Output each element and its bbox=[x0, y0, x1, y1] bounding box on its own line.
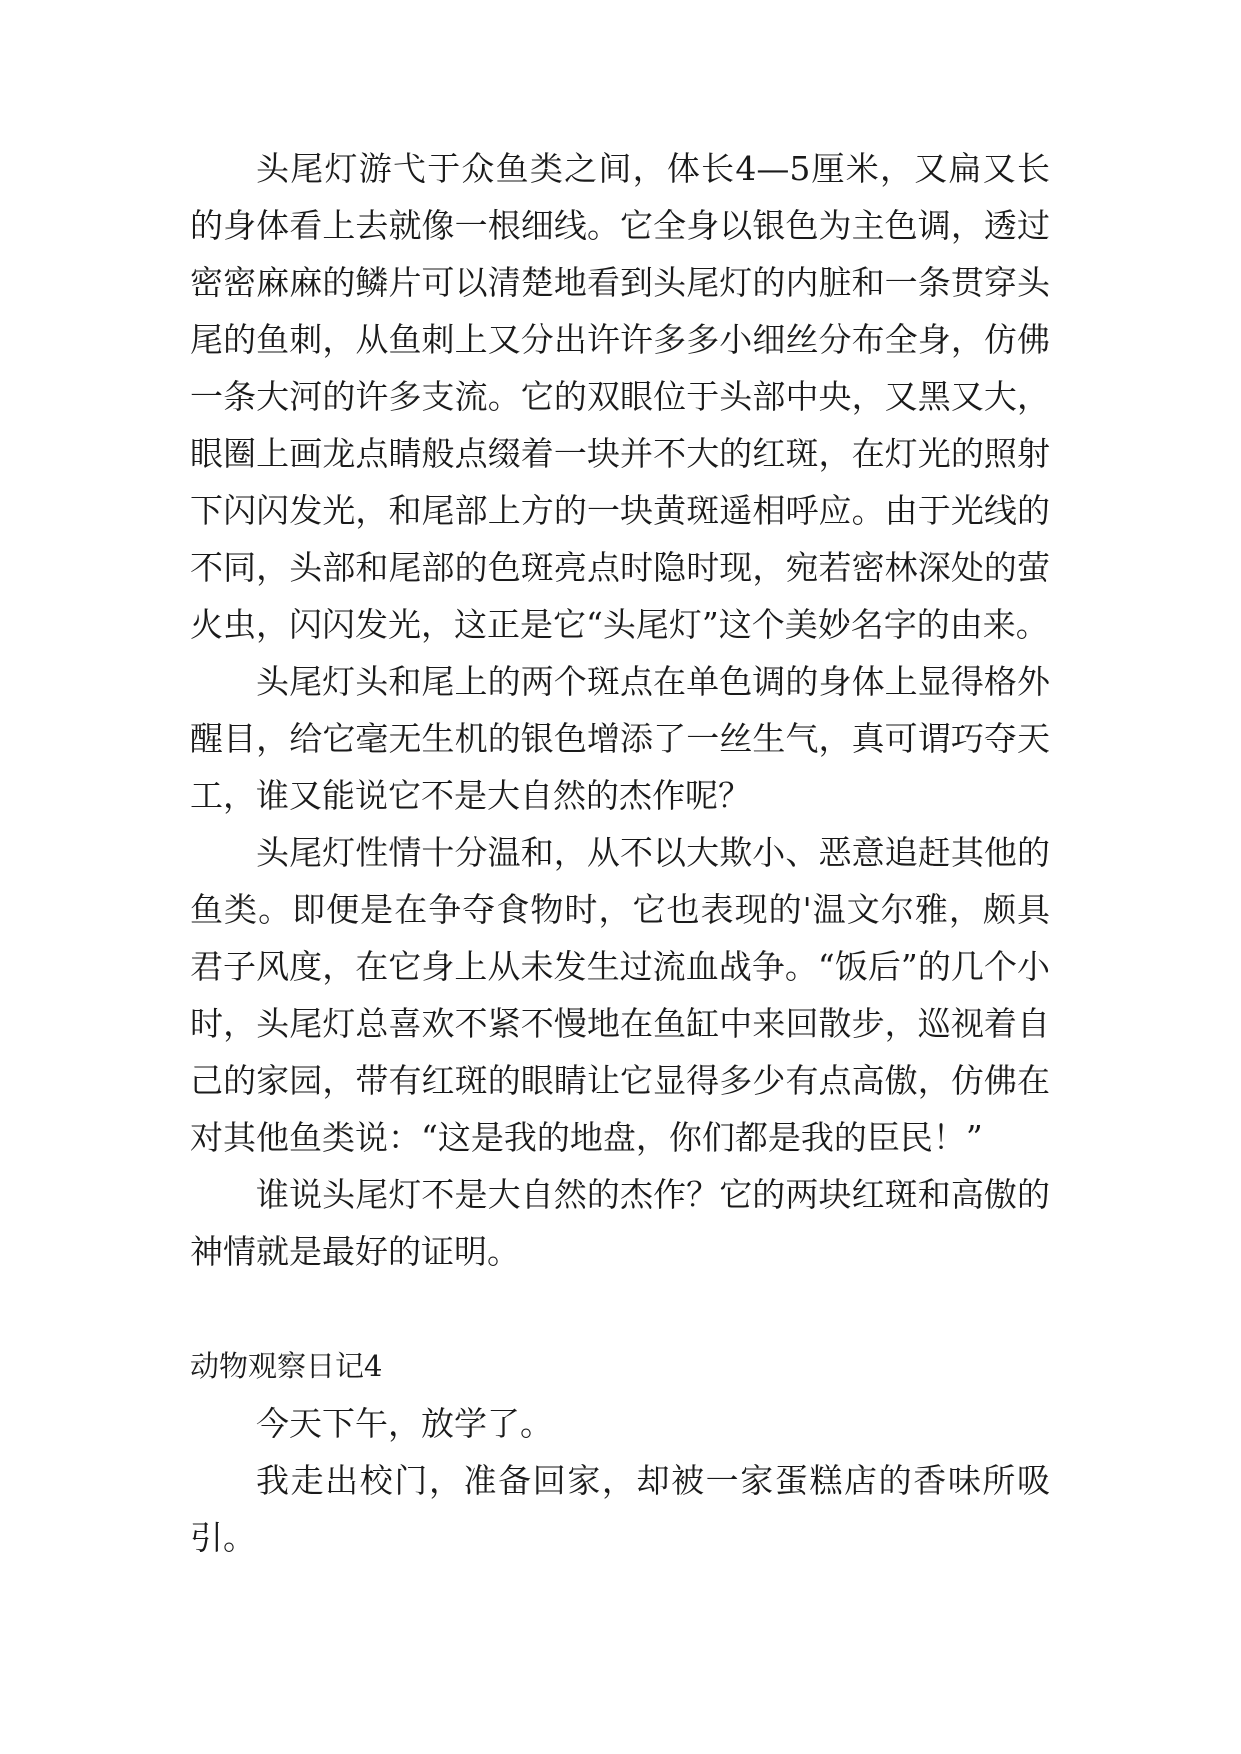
paragraph-spots: 头尾灯头和尾上的两个斑点在单色调的身体上显得格外醒目，给它毫无生机的银色增添了一丝生气，真可谓巧夺天工，谁又能说它不是大自然的杰作呢？ bbox=[190, 662, 1050, 815]
paragraph-headlight-fish-description: 头尾灯游弋于众鱼类之间，体长4—5厘米，又扁又长的身体看上去就像一根细线。它全身以银色为主色调，透过密密麻麻的鳞片可以清楚地看到头尾灯的内脏和一条贯穿头尾的鱼刺，从鱼刺上又分出许许多多小细丝分布全身，仿佛一条大河的许多支流。它的双眼位于头部中央，又黑又大，眼圈上画龙点睛般点缀着一块并不大的红斑，在灯光的照射下闪闪发光，和尾部上方的一块黄斑遥相呼应。由于光线的不同，头部和尾部的色斑亮点时隐时现，宛若密林深处的萤火虫，闪闪发光，这正是它“头尾灯”这个美妙名字的由来。 bbox=[190, 149, 1050, 644]
document-body bbox=[190, 140, 1050, 1566]
paragraph-temperament: 头尾灯性情十分温和，从不以大欺小、恶意追赶其他的鱼类。即便是在争夺食物时，它也表现的'温文尔雅，颇具君子风度，在它身上从未发生过流血战争。“饭后”的几个小时，头尾灯总喜欢不紧不慢地在鱼缸中来回散步，巡视着自己的家园，带有红斑的眼睛让它显得多少有点高傲，仿佛在对其他鱼类说：“这是我的地盘，你们都是我的臣民！” bbox=[190, 833, 1050, 1157]
section-title: 动物观察日记4 bbox=[190, 1349, 383, 1383]
paragraph-conclusion: 谁说头尾灯不是大自然的杰作？它的两块红斑和高傲的神情就是最好的证明。 bbox=[190, 1175, 1050, 1271]
paragraph-afternoon: 今天下午，放学了。 bbox=[256, 1404, 553, 1443]
paragraph-leaving-school: 我走出校门，准备回家，却被一家蛋糕店的香味所吸引。 bbox=[190, 1461, 1050, 1557]
